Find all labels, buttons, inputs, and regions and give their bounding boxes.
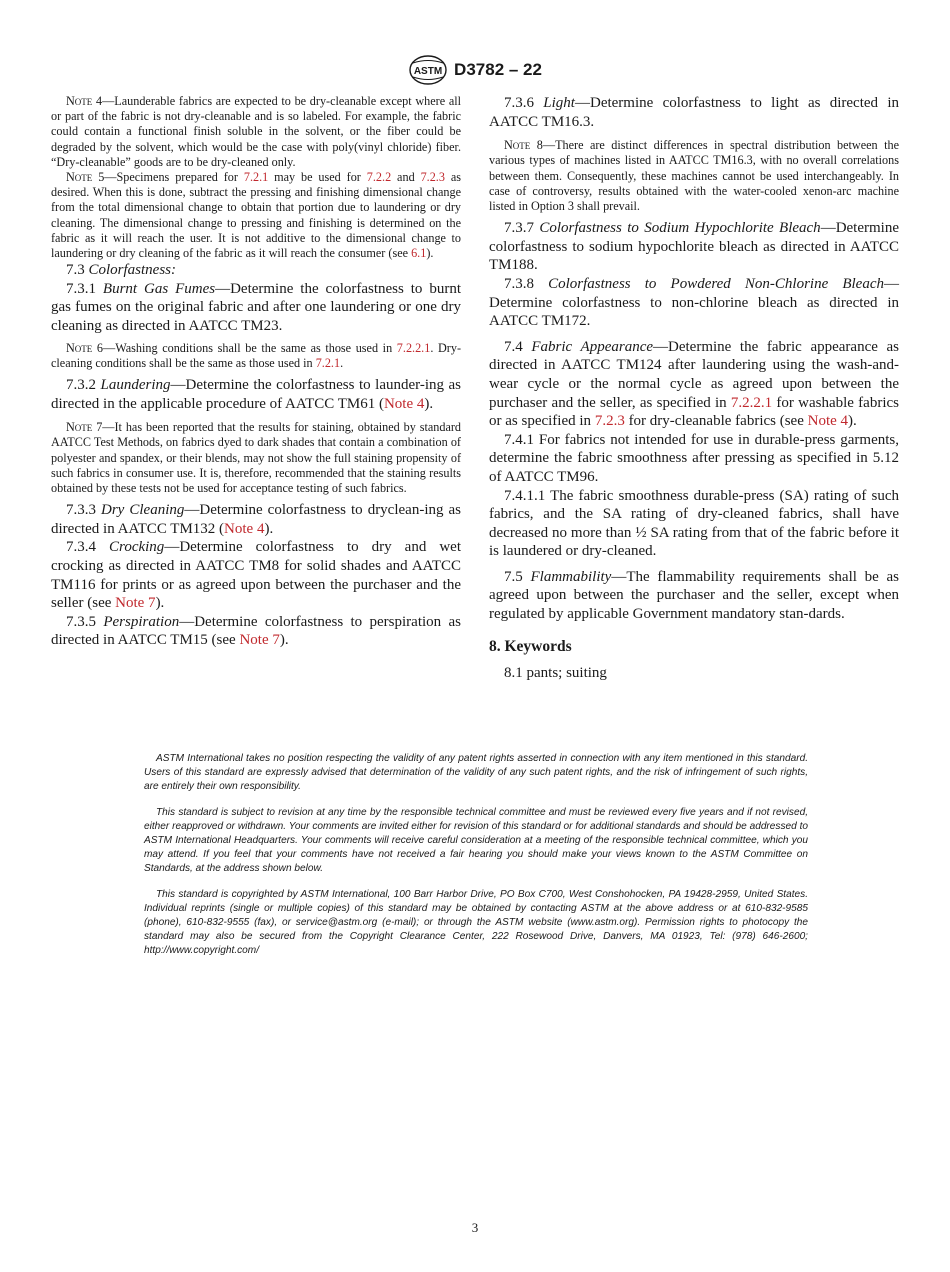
copyright-footer bbox=[144, 752, 808, 970]
standard-designation: D3782 – 22 bbox=[454, 60, 542, 79]
section-number: 7.4 bbox=[504, 338, 532, 355]
section-text: ). bbox=[264, 520, 274, 537]
section-text: for washable fabrics or as specified in bbox=[489, 394, 899, 430]
section-text: ). bbox=[424, 395, 434, 412]
section-number: 7.3.4 bbox=[66, 539, 110, 556]
link-7-2-2-1[interactable]: 7.2.2.1 bbox=[730, 394, 773, 411]
note-label: Note bbox=[66, 420, 93, 435]
section-7-3-8 bbox=[489, 275, 899, 331]
section-title: Crocking bbox=[109, 539, 165, 556]
logo-text: ASTM bbox=[413, 66, 443, 77]
link-7-2-3[interactable]: 7.2.3 bbox=[420, 170, 445, 185]
section-number: 7.3 bbox=[66, 262, 89, 279]
section-7-3-4 bbox=[51, 538, 461, 612]
section-8-1: 8.1 pants; suiting bbox=[504, 664, 607, 681]
left-column bbox=[51, 94, 461, 650]
section-number: 7.3.1 bbox=[66, 280, 103, 297]
revision-notice: This standard is subject to revision at any time by the responsible technical committee and must be reviewed every five years and if not revised, either reapproved or withdrawn. Your comments are invited either for revision of this standard or for additional standards and should be addressed to ASTM International Headquarters. Your comments will receive careful consideration at a meeting of the responsible technical committee, which you may attend. If you feel that your comments have not received a fair hearing you should make your views known to the ASTM Committee on Standards, at the address shown below. bbox=[144, 807, 808, 874]
section-7-3-5 bbox=[51, 613, 461, 650]
note-5 bbox=[51, 170, 461, 261]
link-7-2-2[interactable]: 7.2.2 bbox=[366, 170, 392, 185]
note-number: 5— bbox=[92, 170, 117, 185]
section-text: —Determine colorfastness to sodium hypochlorite bleach as directed in AATCC TM188. bbox=[489, 220, 899, 274]
copyright-notice: This standard is copyrighted by ASTM International, 100 Barr Harbor Drive, PO Box C700, West Conshohocken, PA 19428-2959, United States. Individual reprints (single or multiple copies) of this standard may be obtained by contacting ASTM at the above address or at 610-832-9585 (phone), 610-832-9555 (fax), or service@astm.org (e-mail); or through the ASTM website (www.astm.org). Permission rights to photocopy the standard may also be secured from the Copyright Clearance Center, 222 Rosewood Drive, Danvers, MA 01923, Tel: (978) 646-2600; http://www.copyright.com/ bbox=[144, 889, 808, 956]
section-title: Fabric Appearance bbox=[531, 338, 654, 355]
section-number: 7.3.8 bbox=[504, 275, 549, 292]
section-7-3-6 bbox=[489, 94, 899, 131]
section-title: Light bbox=[543, 95, 575, 111]
link-7-2-2-1[interactable]: 7.2.2.1 bbox=[396, 340, 431, 355]
page-number: 3 bbox=[471, 1220, 479, 1235]
section-text: —Determine colorfastness to dry and wet crocking as directed in AATCC TM8 for solid shades and AATCC TM116 for prints or as agreed upon between the purchaser and the seller (see bbox=[51, 539, 462, 612]
note-text: ). bbox=[426, 246, 434, 261]
section-title: Flammability bbox=[530, 568, 612, 585]
section-7-3 bbox=[51, 261, 461, 280]
note-number: 7— bbox=[92, 420, 115, 435]
section-7-4-1: 7.4.1 For fabrics not intended for use in durable-press garments, determine the fabric smoothness after pressing as specified in 5.12 of AATCC TM96. bbox=[489, 431, 899, 485]
note-number: 4— bbox=[92, 94, 115, 108]
section-7-3-2 bbox=[51, 376, 461, 413]
note-label: Note bbox=[504, 138, 531, 153]
note-number: 6— bbox=[92, 340, 116, 355]
section-7-5 bbox=[489, 568, 899, 624]
note-text: Launderable fabrics are expected to be dry-cleanable except where all or part of the fabric is not dry-cleanable and is so labeled. For example, the fabric could contain a functional finish soluble in the solvent, or the fiber could be degraded by the solvent, which would be the case with poly(vinyl chloride) fiber. “Dry-cleanable” goods are to be dry-cleaned only. bbox=[51, 94, 462, 169]
link-6-1[interactable]: 6.1 bbox=[411, 246, 427, 261]
section-title: Perspiration bbox=[103, 613, 180, 630]
link-7-2-1[interactable]: 7.2.1 bbox=[315, 355, 341, 370]
link-note-4[interactable]: Note 4 bbox=[383, 395, 425, 412]
section-7-4-1-1: 7.4.1.1 The fabric smoothness durable-press (SA) rating of such fabrics, and the SA rating of dry-cleaned fabrics, shall have decreased no more than ½ SA rating from that of the fabric before it is laundered or dry-cleaned. bbox=[489, 487, 899, 560]
note-text: . bbox=[340, 355, 344, 370]
note-label: Note bbox=[66, 170, 93, 185]
section-text: for dry-cleanable fabrics (see bbox=[624, 413, 808, 430]
section-text: —Determine colorfastness to light as directed in AATCC TM16.3. bbox=[489, 95, 900, 130]
section-7-3-1 bbox=[51, 280, 461, 336]
section-text: ). bbox=[279, 632, 289, 649]
section-text: —Determine colorfastness to non-chlorine bleach as directed in AATCC TM172. bbox=[489, 275, 900, 330]
section-title: Colorfastness: bbox=[88, 262, 177, 279]
section-7-4 bbox=[489, 338, 899, 431]
note-text: . Dry-cleaning conditions shall be the same as those used in bbox=[51, 340, 462, 370]
note-number: 8— bbox=[530, 138, 556, 153]
link-note-7[interactable]: Note 7 bbox=[239, 632, 280, 649]
section-text: —Determine colorfastness to dryclean-ing as directed in AATCC TM132 ( bbox=[51, 502, 461, 537]
section-text: —Determine the colorfastness to burnt gas fumes on the original fabric and after one laundering or one dry cleaning as directed in AATCC TM23. bbox=[51, 280, 461, 335]
section-number: 7.5 bbox=[504, 568, 531, 585]
note-text: and bbox=[391, 170, 421, 185]
note-label: Note bbox=[66, 94, 93, 108]
link-note-7[interactable]: Note 7 bbox=[115, 595, 156, 612]
note-label: Note bbox=[66, 340, 93, 355]
link-7-2-3[interactable]: 7.2.3 bbox=[594, 413, 625, 430]
note-text: may be used for bbox=[268, 170, 367, 185]
note-text: as desired. When this is done, subtract the pressing and finishing dimensional change from the total dimensional change to obtain that portion due to laundering or dry cleaning. The dimensional change to pressing and finishing is determined on the fabric as it will reach the user. It is not additive to the dimensional change to laundering or dry cleaning of the fabric as it will reach the consumer (see bbox=[51, 170, 461, 261]
section-text: ). bbox=[848, 413, 857, 430]
header-inner bbox=[408, 54, 542, 86]
note-7 bbox=[51, 420, 461, 496]
section-7-3-7 bbox=[489, 219, 899, 275]
section-title: Dry Cleaning bbox=[101, 502, 185, 519]
note-4 bbox=[51, 94, 461, 170]
section-text: —The flammability requirements shall be as agreed upon between the purchaser and the seller, except when regulated by applicable Government mandatory stan-dards. bbox=[489, 568, 900, 623]
section-title: Colorfastness to Sodium Hypochlorite Bleach bbox=[539, 220, 821, 237]
link-7-2-1[interactable]: 7.2.1 bbox=[243, 170, 269, 185]
section-text: ). bbox=[155, 595, 165, 612]
keywords-heading: 8. Keywords bbox=[489, 637, 572, 655]
section-number: 7.3.6 bbox=[504, 95, 544, 111]
note-6 bbox=[51, 341, 461, 371]
section-number: 7.3.3 bbox=[66, 502, 102, 519]
patent-disclaimer: ASTM International takes no position respecting the validity of any patent rights asserted in connection with any item mentioned in this standard. Users of this standard are expressly advised that determination of the validity of any such patent rights, and the risk of infringement of such rights, are entirely their own responsibility. bbox=[144, 753, 808, 792]
link-note-4[interactable]: Note 4 bbox=[807, 413, 849, 430]
note-text: Specimens prepared for bbox=[116, 170, 244, 185]
astm-logo-icon bbox=[408, 54, 448, 86]
note-text: There are distinct differences in spectral distribution between the various types of machines listed in AATCC TM16.3, with no overall correlations between them. Consequently, these machines cannot be used interchangeably. In case of controversy, results obtained with the water-cooled xenon-arc machine listed in Option 3 shall prevail. bbox=[489, 138, 900, 213]
section-number: 7.3.2 bbox=[66, 377, 101, 394]
section-title: Laundering bbox=[100, 377, 171, 394]
note-8 bbox=[489, 138, 899, 214]
section-7-3-3 bbox=[51, 501, 461, 538]
page-header bbox=[0, 52, 950, 88]
section-title: Burnt Gas Fumes bbox=[102, 280, 216, 297]
section-text: —Determine the colorfastness to launder-ing as directed in the applicable procedure of AATCC TM61 ( bbox=[51, 377, 461, 412]
section-text: —Determine colorfastness to perspiration as directed in AATCC TM15 (see bbox=[51, 613, 462, 649]
note-text: Washing conditions shall be the same as those used in bbox=[115, 340, 397, 355]
section-text: —Determine the fabric appearance as directed in AATCC TM124 after laundering using the wash-and-wear cycle or the normal cycle as agreed upon between the purchaser and the seller, as specified in bbox=[489, 338, 900, 411]
section-title: Colorfastness to Powdered Non-Chlorine Bleach bbox=[548, 275, 885, 292]
link-note-4[interactable]: Note 4 bbox=[224, 520, 265, 537]
section-number: 7.3.5 bbox=[66, 613, 104, 630]
note-text: It has been reported that the results for staining, obtained by standard AATCC Test Methods, on fabrics dyed to dark shades that contain a combination of polyester and spandex, or their blends, may not show the full staining propensity of such fabrics in consumer use. It is, therefore, recommended that the staining results obtained by these tests not be used for acceptance testing of such fabrics. bbox=[51, 420, 461, 496]
section-number: 7.3.7 bbox=[504, 220, 540, 237]
right-column bbox=[489, 94, 899, 682]
